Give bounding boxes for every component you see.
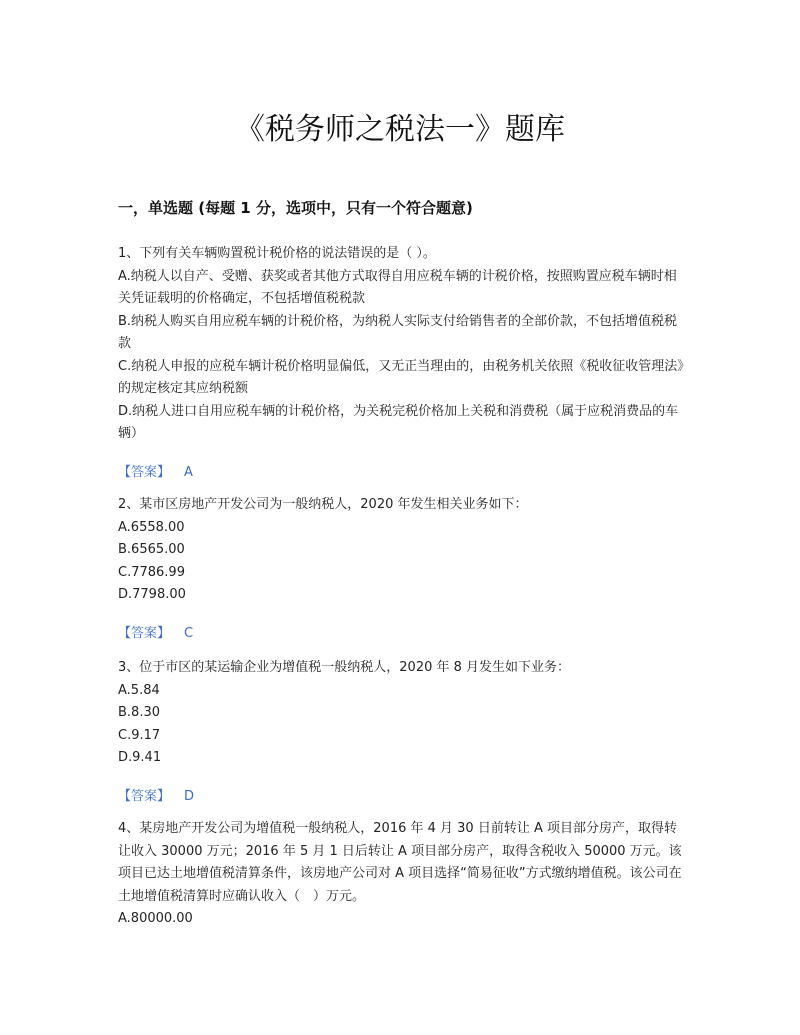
question-stem: 1、下列有关车辆购置税计税价格的说法错误的是（ ）。 (118, 246, 436, 261)
option-a: A.6558.00 (118, 519, 185, 535)
option-d: D.9.41 (118, 750, 162, 765)
option-c: C.7786.99 (118, 564, 185, 580)
answer-line (118, 786, 684, 808)
document-title: 《税务师之税法一》题库 (235, 112, 565, 147)
option-a: A.5.84 (118, 682, 160, 698)
answer-value: C (184, 625, 194, 641)
answer-label: 【答案】 (118, 464, 171, 480)
option-d: D.纳税人进口自用应税车辆的计税价格，为关税完税价格加上关税和消费税（属于应税消费品的车辆） (118, 403, 679, 441)
option-c: C.纳税人申报的应税车辆计税价格明显偏低，又无正当理由的，由税务机关依照《税收征收管理法》的规定核定其应纳税额 (118, 358, 684, 396)
question-1 (118, 243, 684, 484)
option-b: B.6565.00 (118, 542, 185, 557)
answer-line (118, 623, 684, 645)
answer-value: D (184, 788, 195, 804)
option-a: A.纳税人以自产、受赠、获奖或者其他方式取得自用应税车辆的计税价格，按照购置应税车辆时相关凭证载明的价格确定，不包括增值税税款 (118, 268, 677, 306)
section-heading: 一，单选题 (每题 1 分，选项中，只有一个符合题意) (118, 199, 473, 217)
option-b: B.8.30 (118, 705, 160, 720)
question-4 (118, 818, 684, 931)
answer-line (118, 462, 684, 484)
answer-value: A (184, 464, 193, 480)
question-2 (118, 494, 684, 645)
option-c: C.9.17 (118, 727, 161, 743)
answer-label: 【答案】 (118, 625, 171, 641)
question-stem: 2、某市区房地产开发公司为一般纳税人，2020 年发生相关业务如下： (118, 497, 528, 512)
answer-label: 【答案】 (118, 788, 171, 804)
option-b: B.纳税人购买自用应税车辆的计税价格，为纳税人实际支付给销售者的全部价款，不包括增值税税款 (118, 313, 678, 351)
question-3 (118, 657, 684, 808)
option-a: A.80000.00 (118, 911, 193, 926)
option-d: D.7798.00 (118, 587, 186, 602)
question-stem: 3、位于市区的某运输企业为增值税一般纳税人，2020 年 8 月发生如下业务： (118, 660, 571, 675)
question-stem: 4、某房地产开发公司为增值税一般纳税人，2016 年 4 月 30 日前转让 A 项目部分房产，取得转让收入 30000 万元；2016 年 5 月 1 日后转让 A 项目部分房产，取得含税收入 50000 万元。该项目已达土地增值税清算条件，该房地产公司对 A 项目选择“简易征收”方式缴纳增值税。该公司在土地增值税清算时应确认收入（ ）万元。 (118, 821, 682, 904)
